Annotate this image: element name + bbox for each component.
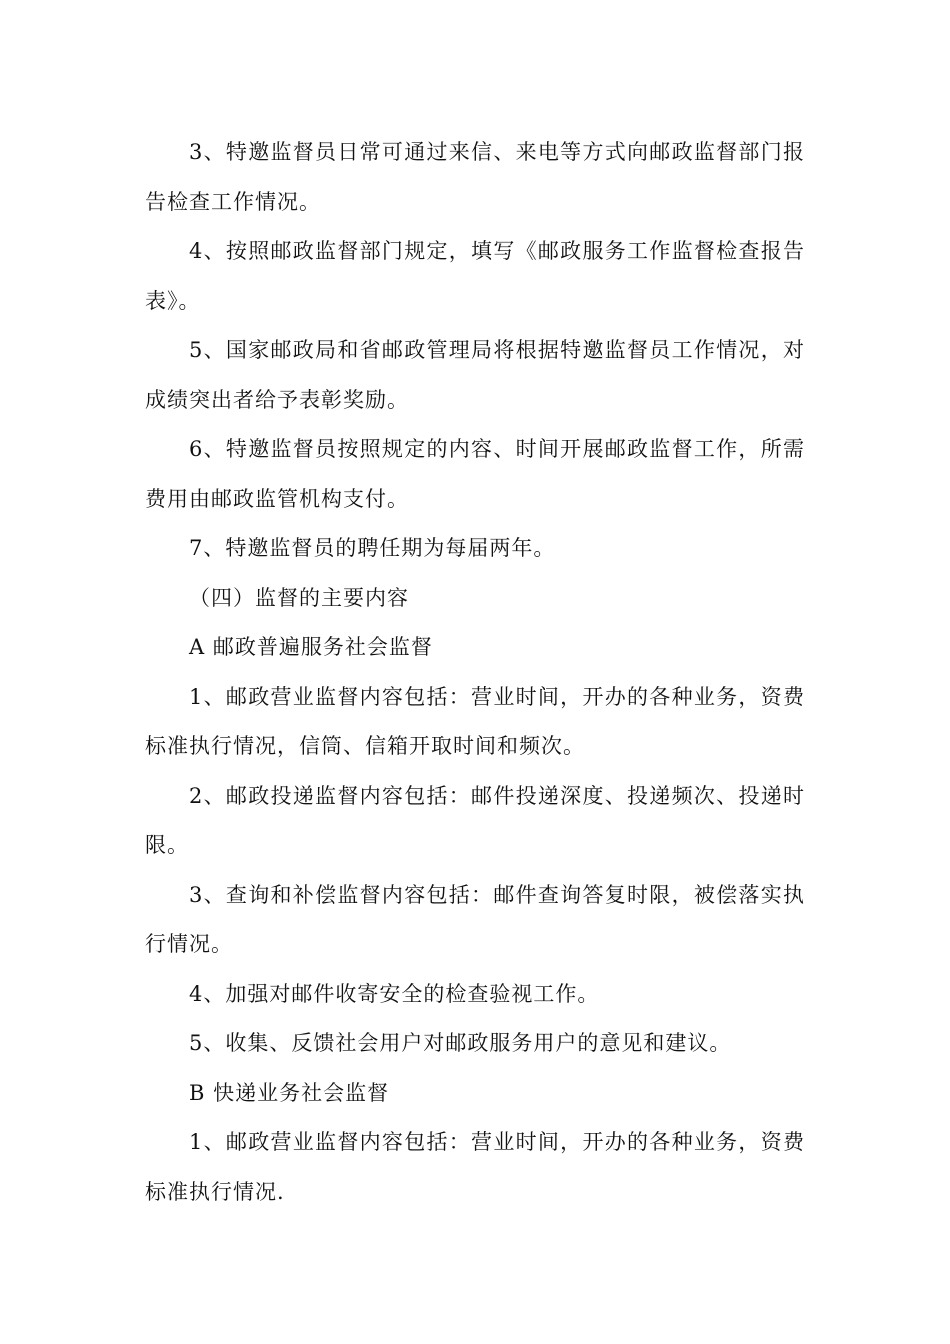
- paragraph-fill-report-form: 4、按照邮政监督部门规定，填写《邮政服务工作监督检查报告表》。: [145, 239, 805, 313]
- paragraph-security-inspection: 4、加强对邮件收寄安全的检查验视工作。: [189, 981, 600, 1006]
- paragraph-expenses: 6、特邀监督员按照规定的内容、时间开展邮政监督工作，所需费用由邮政监管机构支付。: [145, 437, 805, 511]
- paragraph-supervisor-report: 3、特邀监督员日常可通过来信、来电等方式向邮政监督部门报告检查工作情况。: [145, 140, 805, 214]
- paragraph-express-business-supervision: 1、邮政营业监督内容包括：营业时间，开办的各种业务，资费标准执行情况.: [145, 1130, 805, 1204]
- document-body: [145, 128, 805, 1217]
- paragraph-commendation: 5、国家邮政局和省邮政管理局将根据特邀监督员工作情况，对成绩突出者给予表彰奖励。: [145, 338, 805, 412]
- paragraph-inquiry-compensation: 3、查询和补偿监督内容包括：邮件查询答复时限，被偿落实执行情况。: [145, 882, 805, 956]
- subsection-heading-express-service: B 快递业务社会监督: [189, 1080, 390, 1105]
- paragraph-feedback: 5、收集、反馈社会用户对邮政服务用户的意见和建议。: [189, 1031, 732, 1055]
- subsection-heading-universal-service: A 邮政普遍服务社会监督: [189, 635, 433, 659]
- paragraph-business-supervision: 1、邮政营业监督内容包括：营业时间，开办的各种业务，资费标准执行情况，信筒、信箱开取时间和频次。: [145, 684, 805, 758]
- paragraph-delivery-supervision: 2、邮政投递监督内容包括：邮件投递深度、投递频次、投递时限。: [145, 783, 805, 857]
- section-heading-main-content: （四）监督的主要内容: [189, 585, 409, 610]
- paragraph-term: 7、特邀监督员的聘任期为每届两年。: [189, 536, 556, 560]
